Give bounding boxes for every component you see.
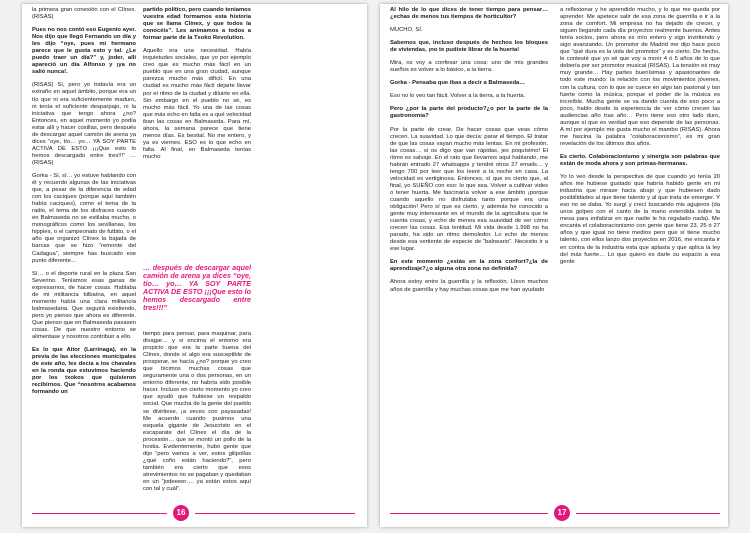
- paragraph: Gorka - Sí, sí… yo estuve hablando con él y recuerdo algunas de las iniciativas que, a pesar de la diferencia de edad con los caciques (porque aquí también había caciques), como el tema de la radio, el tema de los disfraces cuando en Balmaseda no se estilaba mucho, o monográficos como los sevillanas, los hippies, o el campeonato de futbito, o el año que organizó Clínex la bajada de barcas que se hizo “remonte del Cadagua”, siempre has buscado ese punto diferente…: [32, 172, 136, 264]
- paragraph: Por la parte de crear. De hacer cosas que veas cómo crecen. La suavidad. Lo que decía: parar el tiempo. El tratar de que las cosas vayan mucho más lentas. En mi profesión, las cosas… si os digo que van rápidas, jes poquísimo! El ritmo es salvaje. En el rato que llevamos aquí hablando, me habrán entrado 27 whatsapps y tendré otros 27 emails… y tengo 700 por leer que los leeré a la noche en casa. La velocidad es vertiginosa. Entonces, sí que es cierto que, al final, yo SUEÑO con eso: lo que sea. Volver a cultivar vides o tener huerta. Me fascinaría volver a ese ámbito ¡porque cuando aquello no disfrutaba tanto porque era una obligación! Pero sí que es cierto, y además he conocido a gente muy interesante en el mundo de la agricultura que te cuenta cosas, y echo de menos esa suavidad de ver cómo crecen las cosas. Esa lentitud. Mi vida desde 1.998 no ha parado, ha sido un ritmo demoledor. Lo echo de menos desde esa vertiente de especie de “balneario”. Necesito ir a ese lugar.: [390, 126, 548, 253]
- paragraph: tiempo para pensar, para maquinar, para divagar… y si encima el entorno era propicio que era la parte buena del Clínex, donde sí algo era susceptible de prosperar, se hacía ¿no? porque yo creo que hicimos muchas cosas que seguramente una o dos personas, en un entorno diferente, no habría sido posible hacer. Incluso en cierto momento yo creo que ayudó que hubiese un respaldo social. Que mucha de la gente del pueblo se divirtiese, ¡a veces con payasadas! Me acuerdo cuando pusimos una esquela gigante de Jesucristo en el escaparate del Clínex el día de la procesión… que se montó un pollo de la hostia. Evidentemente, hubo gente que dijo “pero vamos a ver, estos gilipollas ¿qué coño están haciendo?”, pero también era cierto que esos atrevimientos no se pagaban y quedaban en un “jodeeeer…. ya están estos aquí con tal y cuál”.: [143, 331, 251, 493]
- right-page: [380, 4, 728, 527]
- page-number-badge: 16: [173, 505, 189, 521]
- column-3: [258, 7, 362, 499]
- paragraph: Sí… o el deporte rural en la plaza San Severino. Teníamos esas ganas de expresarnos, de hacer cosas. Hablaba de mi militancia bilbaína, en aquel momento había una clara militancia balmasedana. Que seguirá existiendo, pero yo pienso que ahora es diferente. Que pienso que en Balmaseda pasasen cosas. De que nuestro entorno se alimentase y nosotros contribuir a ello.: [32, 270, 136, 341]
- pull-quote: [143, 264, 251, 312]
- paragraph: En este momento ¿estás en la zona confort?¿la de aprendizaje?¿o alguna otra zona no definida?: [390, 259, 548, 273]
- left-page: [22, 4, 367, 527]
- paragraph: la primera gran conexión con el Clínex. (RISAS): [32, 7, 136, 21]
- paragraph: Eso no lo veo tan fácil. Volver a la tierra, a la huerta.: [390, 93, 526, 100]
- paragraph: Es lo que Aitor (Larrinaga), en la previa de las elecciones municipales de este año, les decía a los chavales en la ronda que estuvimos haciendo por los txokos que quisieron recibirnos. Que “nosotros acabamos formando un: [32, 347, 136, 396]
- paragraph: Sabemos que, incluso después de hechos los bloques de viviendas, ¡no te pudiste librar de la huerta!: [390, 40, 548, 54]
- pull-quote-text: … después de descargar aquel camión de arena ya dices “oye, tío… yo… YA SOY PARTE ACTIVA DE ESTO ¡¡¡Que esto lo hemos descargado entre tres!!!”: [143, 263, 251, 312]
- column-2-bottom: [143, 331, 251, 499]
- paragraph: (RISAS) Sí, pero yo todavía era un extraño en aquel ámbito, porque era un tío que ni era suficientemente maduro, ni tenía el suficiente desparpajo, ni la iniciativa que tengo ahora ¿no? Entonces, en aquel momento yo podía estar allí y hacer cosillas, pero después de descargar aquel camión de arena ya dices “oye, tío… yo… YA SOY PARTE ACTIVA DE ESTO ¡¡¡Que esto lo hemos descargado entre tres!!!” … (RISAS): [32, 82, 136, 166]
- column-1: [32, 7, 136, 499]
- paragraph: Aquello era una necesidad. Había inquietudes sociales, que yo por ejemplo creo que es mucho más fácil en un pueblo que en una gran ciudad, aunque parezca mucho más difícil. En una ciudad es mucho más fácil dejarte llevar por el ritmo de la ciudad y diluirte en ella. Sin embargo en el pueblo no sé, es mucho más fácil. Yo una de las cosas que más echo en falta es a qué velocidad iban las cosas en Balmaseda. Para mí, ahora, la semana parece que tiene menos días. Es bestial. No me entero, y ya es viernes. ESO es lo que echo en falta. Al final, en Balmaseda tenías mucho: [143, 48, 251, 160]
- paragraph: Yo lo veo desde la perspectiva de que cuando yo tenía 20 años me hubiese gustado que habría habido gente en mi industria que mirase hacia abajo y que hubiesen dado posibilidades al que tiene talento y al que trata de emerger. Y eso no se daba. Yo surgí y crecí buscando mis agujeros (da unos golpes con el canto de la mano extendida sobre la mesa para enfatizar en que nadie le ha regalado nada). Me encanta el colaboracionismo con gente que tiene 23, 25 ó 27 años y que igual no tiene medios pero que sí tiene mucho talento, con ellos lanzo dos proyectos en 2016, me encanta ir en contra de la industria esta que aplasta y que aplica la ley del más fuerte… Lo que quiero es darle su espacio a esa gente: [560, 174, 720, 265]
- paragraph: MUCHO. SÍ.: [390, 27, 423, 34]
- paragraph: partido político, pero cuando teníamos vuestra edad formamos esta historia que se llama Clínex, y que todos la conocéis”. Les animamos a todos a formar parte de la Txoko Revolution.: [143, 7, 251, 42]
- footer-rule-right: [576, 513, 720, 514]
- paragraph: Al hilo de lo que dices de tener tiempo para pensar… ¿echas de menos tus tiempos de horticultor?: [390, 7, 548, 21]
- paragraph: Gorka - Pensaba que ibas a decir a Balmaseda…: [390, 80, 526, 87]
- paragraph: Mira, os voy a confesar una cosa: uno de mis grandes sueños es volver a lo básico, a la tierra.: [390, 60, 548, 74]
- paragraph: Ahora estoy entre la guerrilla y la reflexión. Llevo muchos años de guerrilla y hay muchas cosas que me han ayudado: [390, 279, 548, 293]
- paragraph: a reflexionar y he aprendido mucho, y lo que me queda por aprender. Me apetece salir de esa zona de guerrilla e ir a la zona de comfort. Mi empresa no ha dejado de crecer, y siguen llegando cada día proyectos realmente buenos. Antes tenía socios, pero ahora es mío entero y sigo invirtiendo y sigo avanzando. Un promotor de Madrid me dijo hace poco que “qué dura es la vida del promotor” y es cierto. De hecho, le contesté que yo sé que voy a morir 4 ó 5 años de lo que debería por ser promotor musical (RISAS). La tensión es muy muy grande… Hay partes buenísimas y apasionantes de todo este mundo: la relación con los movimientos jóvenes, con la cultura, con lo que se cuece en algo tan pasional y tan fuerte como la música, porque el poder de la música es increíble. Mucha gente se va dando cuenta de eso poco a poco, hablo desde la experiencia de ver cómo crecen las audiencias año tras año… Pero tiene eso otro lado duro, aunque sí que es verdad que eso depende de las personas. A mí por ejemplo me gusta mucho el mambo (RISAS). Ahora me fascina la palabra “colaboracionismo”, es mi gran revelación de los últimos dos años.: [560, 7, 720, 147]
- footer-rule-left: [32, 513, 167, 514]
- column-1: [390, 7, 548, 499]
- footer-rule-right: [195, 513, 355, 514]
- footer-rule-left: [390, 513, 548, 514]
- paragraph: Es cierto. Colaboracionismo y sinergia son palabras que están de moda ahora y son primas-hermanas.: [560, 153, 720, 167]
- column-2: [143, 7, 251, 252]
- paragraph: Pero ¿por la parte del producto?¿o por la parte de la gastronomía?: [390, 106, 548, 120]
- page-number-badge: 17: [554, 505, 570, 521]
- paragraph: Pues no nos contó eso Eugenio ayer. Nos dijo que llegó Fernando un día y les dijo “oye, pues mi hermano parece que le gusta esto y tal. ¿Le puedo traer un día?” y, joder, allí apareció un día Alfonso y ¡ya no salió nunca!.: [32, 27, 136, 76]
- column-2: [560, 7, 720, 499]
